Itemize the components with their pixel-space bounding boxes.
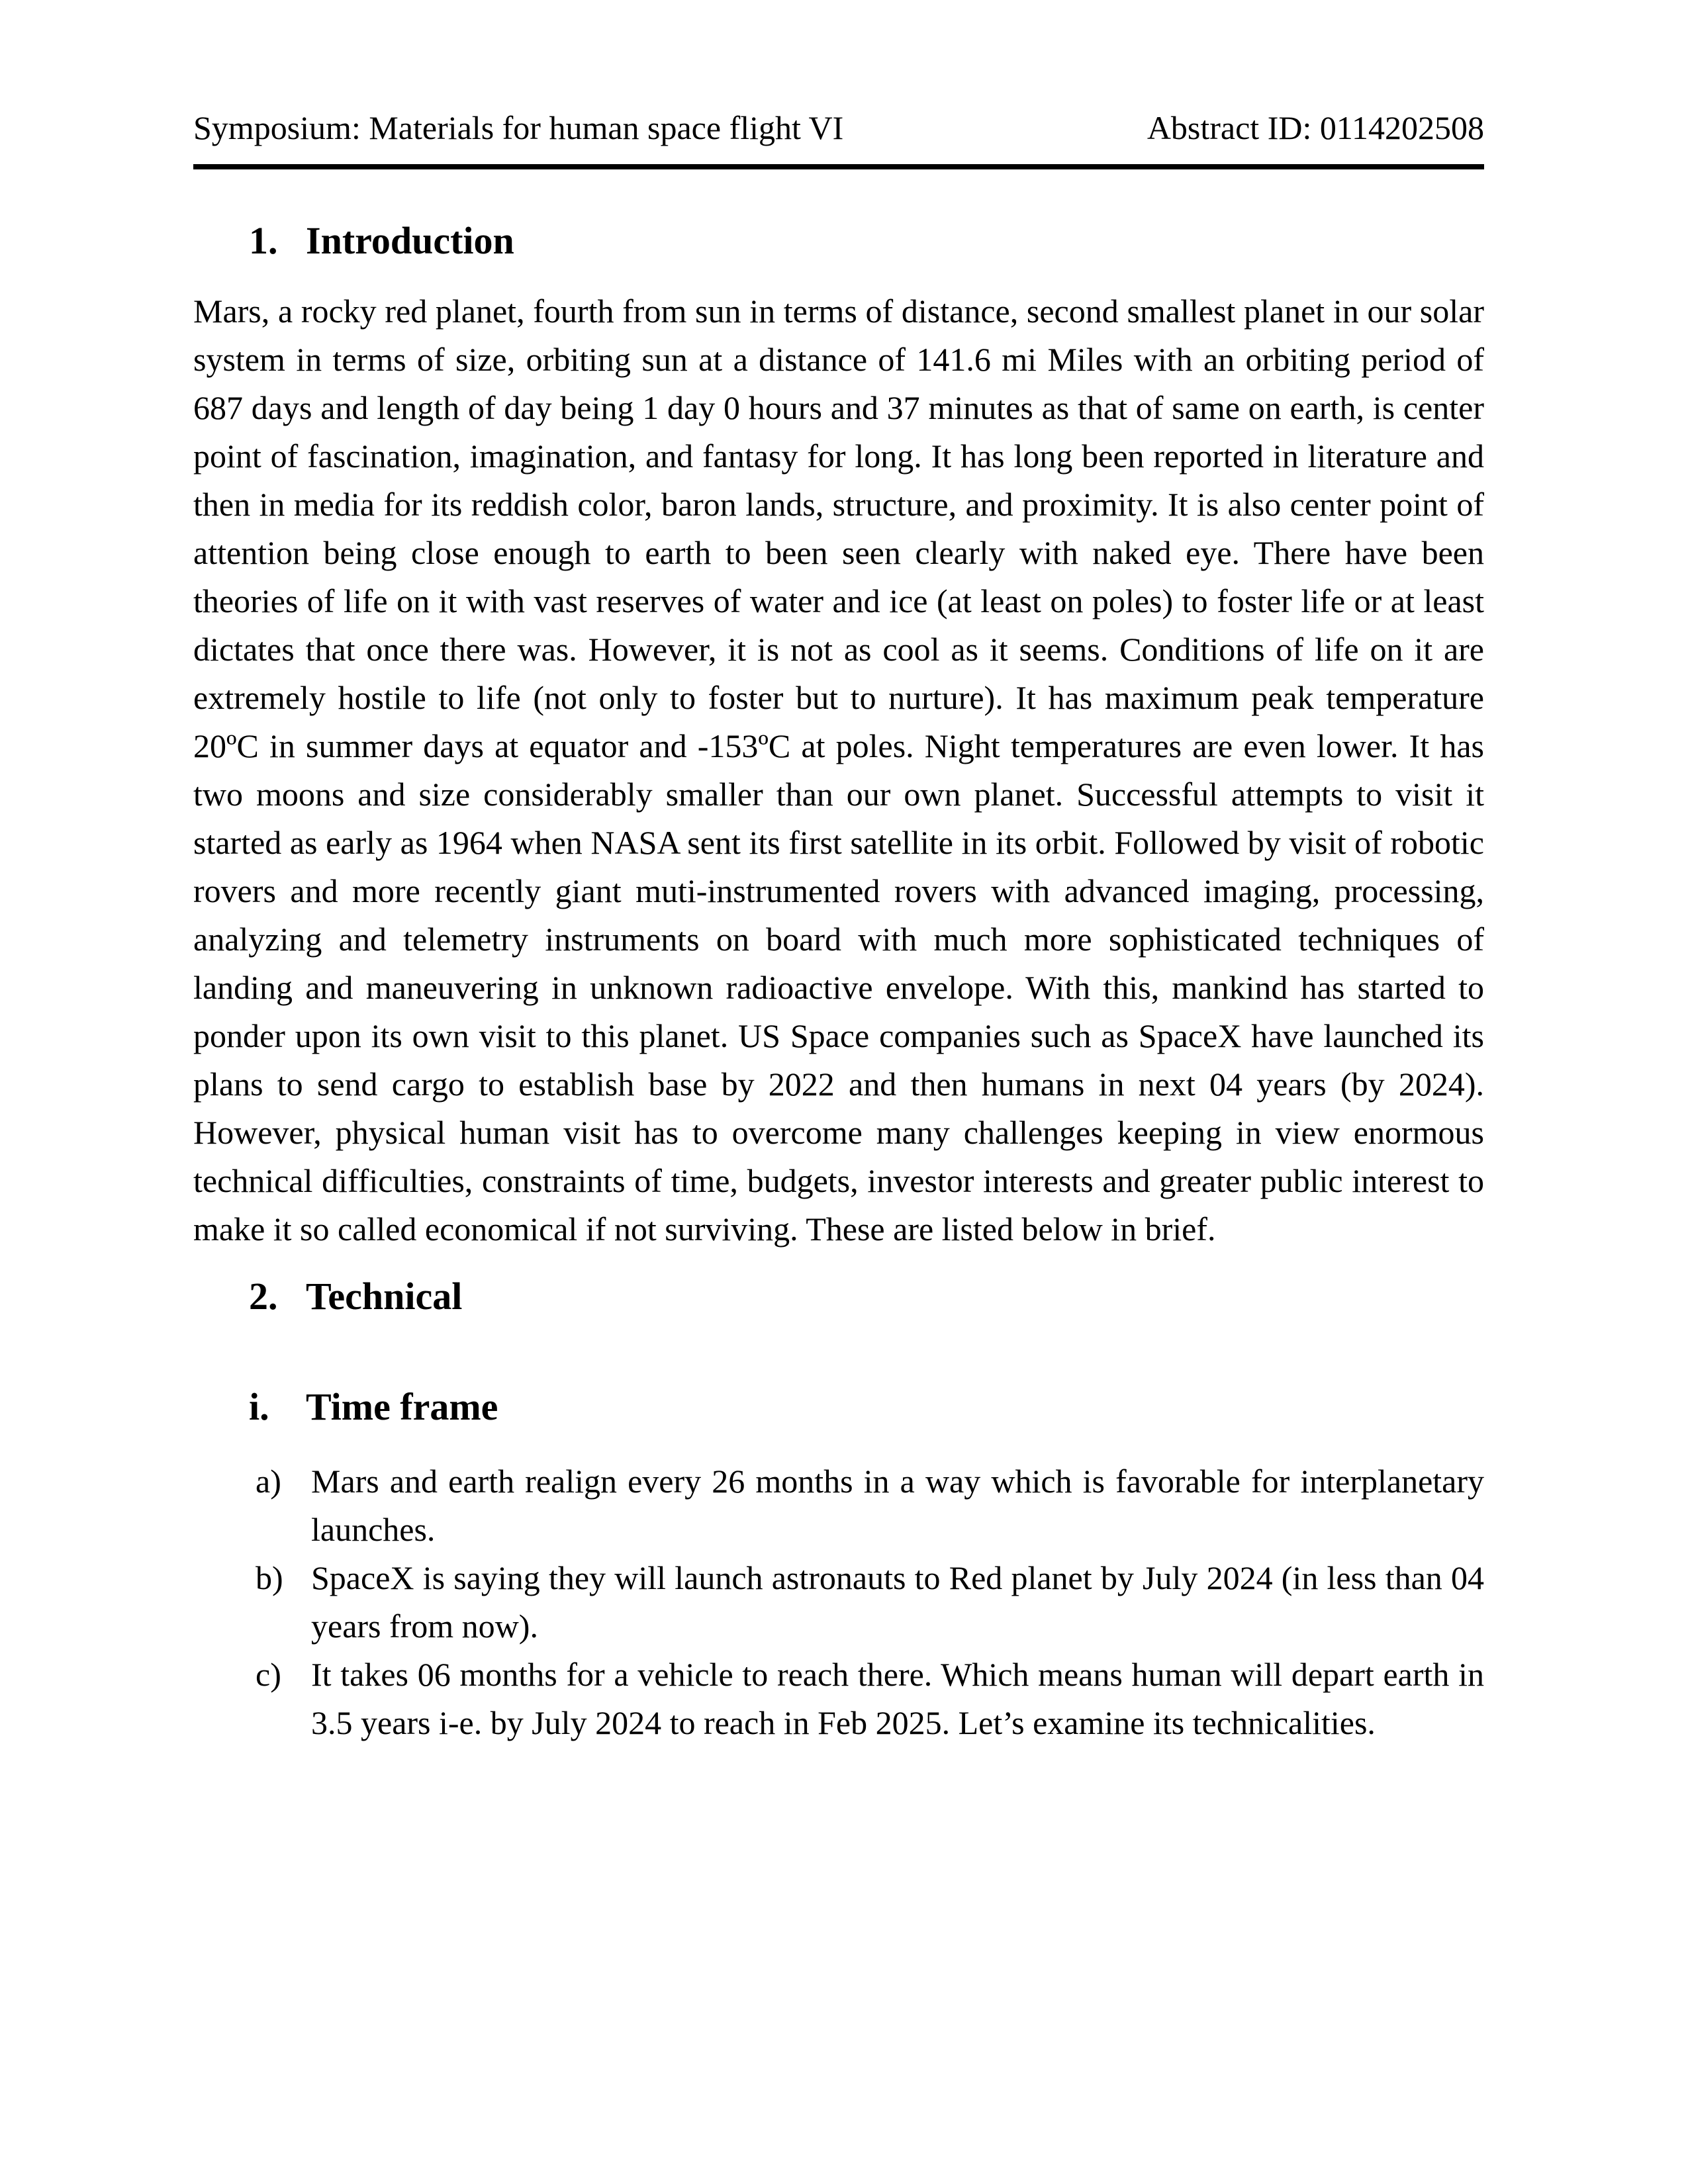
list-item	[193, 1554, 1484, 1651]
heading-number: i.	[249, 1385, 269, 1428]
heading-text: Introduction	[306, 219, 514, 262]
heading-number: 2.	[249, 1275, 278, 1318]
list-marker: c)	[256, 1656, 281, 1693]
heading-text: Time frame	[306, 1385, 498, 1428]
list-item	[193, 1457, 1484, 1554]
header-title: Symposium: Materials for human space flight VI	[193, 109, 844, 146]
heading-text: Technical	[306, 1275, 463, 1318]
page-header	[193, 104, 1484, 169]
list-item-text: Mars and earth realign every 26 months in a way which is favorable for interplanetary launches.	[311, 1463, 1484, 1548]
section-heading-introduction	[193, 216, 1484, 265]
list-item-text: SpaceX is saying they will launch astronauts to Red planet by July 2024 (in less than 04 years from now).	[311, 1559, 1484, 1645]
list-item	[193, 1651, 1484, 1747]
abstract-id: Abstract ID: 0114202508	[1147, 109, 1484, 146]
list-item-text: It takes 06 months for a vehicle to reach there. Which means human will depart earth in 3.5 years i-e. by July 2024 to reach in Feb 2025. Let’s examine its technicalities.	[311, 1656, 1484, 1741]
list-marker: a)	[256, 1463, 281, 1500]
subsection-heading-time-frame	[193, 1383, 1484, 1431]
heading-number: 1.	[249, 219, 278, 262]
section-heading-technical	[193, 1272, 1484, 1320]
list-marker: b)	[256, 1559, 283, 1596]
introduction-paragraph: Mars, a rocky red planet, fourth from sun in terms of distance, second smallest planet in our solar system in terms of size, orbiting sun at a distance of 141.6 mi Miles with an orbiting period of 687 days and length of day being 1 day 0 hours and 37 minutes as that of same on earth, is center point of fascination, imagination, and fantasy for long. It has long been reported in literature and then in media for its reddish color, baron lands, structure, and proximity. It is also center point of attention being close enough to earth to been seen clearly with naked eye. There have been theories of life on it with vast reserves of water and ice (at least on poles) to foster life or at least dictates that once there was. However, it is not as cool as it seems. Conditions of life on it are extremely hostile to life (not only to foster but to nurture). It has maximum peak temperature 20ºC in summer days at equator and -153ºC at poles. Night temperatures are even lower. It has two moons and size considerably smaller than our own planet. Successful attempts to visit it started as early as 1964 when NASA sent its first satellite in its orbit. Followed by visit of robotic rovers and more recently giant muti-instrumented rovers with advanced imaging, processing, analyzing and telemetry instruments on board with much more sophisticated techniques of landing and maneuvering in unknown radioactive envelope. With this, mankind has started to ponder upon its own visit to this planet. US Space companies such as SpaceX have launched its plans to send cargo to establish base by 2022 and then humans in next 04 years (by 2024). However, physical human visit has to overcome many challenges keeping in view enormous technical difficulties, constraints of time, budgets, investor interests and greater public interest to make it so called economical if not surviving. These are listed below in brief.	[193, 293, 1484, 1248]
time-frame-list	[193, 1457, 1484, 1747]
